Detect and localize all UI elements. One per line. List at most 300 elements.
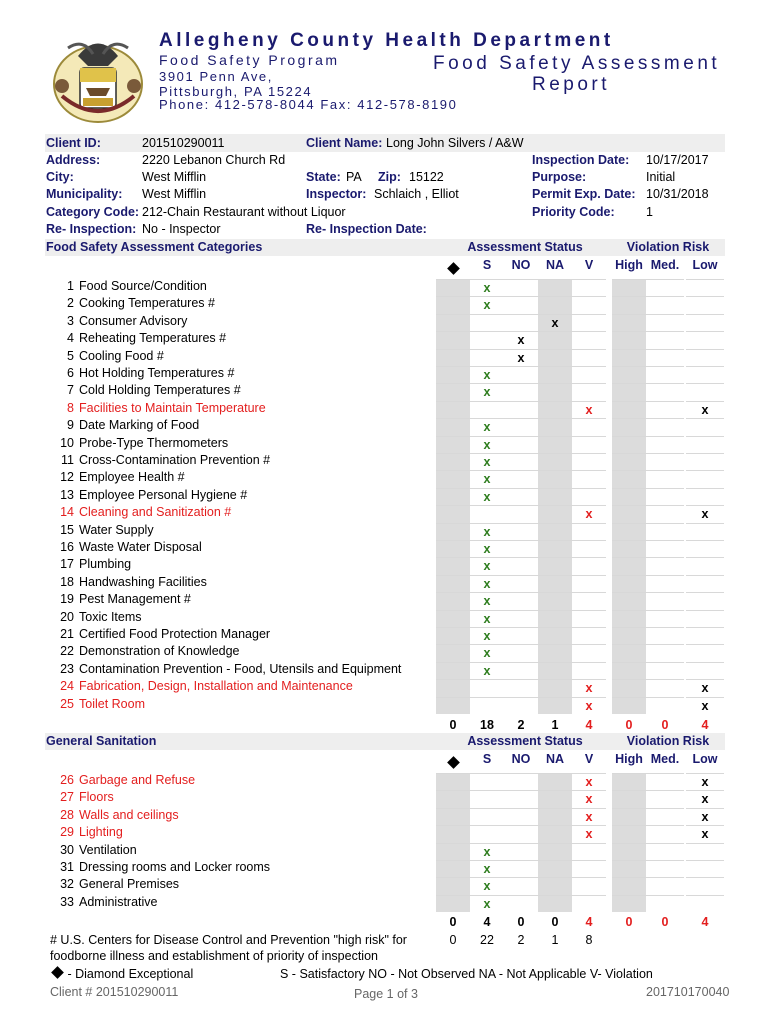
status-cell-low: [686, 592, 724, 609]
item-label: Employee Personal Hygiene #: [79, 487, 248, 502]
total-v: 4: [585, 718, 593, 732]
total-high: 0: [625, 915, 633, 929]
status-cell-d: [436, 644, 470, 661]
item-label: Garbage and Refuse: [79, 773, 196, 787]
status-cell-high: [612, 540, 646, 557]
status-cell-v: [572, 860, 606, 877]
zip-value: 15122: [409, 170, 444, 184]
status-cell-high: [612, 825, 646, 842]
status-cell-high: [612, 592, 646, 609]
status-cell-med: [646, 296, 684, 313]
grand-total-na: 1: [551, 933, 559, 947]
state-value: PA: [346, 170, 362, 184]
status-cell-s: x: [470, 418, 504, 435]
status-cell-low: [686, 488, 724, 505]
status-cell-na: [538, 296, 572, 313]
item-label: Dressing rooms and Locker rooms: [79, 860, 271, 874]
status-cell-high: [612, 296, 646, 313]
item-label: Certified Food Protection Manager: [79, 627, 271, 641]
status-cell-d: [436, 592, 470, 609]
status-cell-no: [504, 895, 538, 912]
client-name-label: Client Name:: [306, 136, 383, 150]
inspection-date-label: Inspection Date:: [532, 153, 630, 167]
status-cell-d: [436, 523, 470, 540]
report-title-line-2: Report: [532, 74, 611, 95]
status-cell-d: [436, 860, 470, 877]
item-label: Toxic Items: [79, 609, 142, 624]
status-cell-low: [686, 383, 724, 400]
status-cell-s: x: [470, 383, 504, 400]
status-cell-no: [504, 540, 538, 557]
program-title: Food Safety Program: [159, 52, 340, 68]
total-no: 0: [517, 915, 525, 929]
status-cell-s: x: [470, 662, 504, 679]
status-cell-d: [436, 825, 470, 842]
item-number: 6: [67, 366, 74, 380]
status-cell-no: [504, 697, 538, 714]
status-cell-v: [572, 279, 606, 296]
col-med-header: Med.: [650, 258, 680, 272]
item-number: 23: [60, 661, 74, 676]
item-number: 18: [60, 574, 74, 589]
status-cell-no: [504, 383, 538, 400]
status-cell-s: x: [470, 644, 504, 661]
item-label: Lighting: [79, 825, 123, 840]
status-cell-na: [538, 877, 572, 894]
item-label: Walls and ceilings: [79, 807, 179, 822]
status-cell-med: [646, 825, 684, 842]
status-cell-v: x: [572, 401, 606, 418]
status-cell-d: [436, 773, 470, 790]
total-low: 4: [701, 718, 709, 732]
status-cell-s: x: [470, 610, 504, 627]
county-seal-logo: [48, 26, 148, 126]
table-row: [0, 790, 770, 807]
table-row: [0, 383, 770, 400]
status-cell-med: [646, 860, 684, 877]
status-cell-na: [538, 418, 572, 435]
grand-total-s: 22: [480, 933, 494, 947]
status-cell-d: [436, 557, 470, 574]
status-cell-no: [504, 453, 538, 470]
status-cell-low: [686, 279, 724, 296]
status-cell-high: [612, 366, 646, 383]
table-row: [0, 773, 770, 790]
status-cell-low: [686, 349, 724, 366]
table-row: [0, 505, 770, 522]
status-cell-v: [572, 592, 606, 609]
status-cell-s: x: [470, 592, 504, 609]
status-cell-na: [538, 470, 572, 487]
item-number: 32: [60, 877, 74, 892]
item-label: Demonstration of Knowledge: [79, 644, 240, 659]
status-cell-v: [572, 418, 606, 435]
status-cell-med: [646, 610, 684, 627]
status-cell-v: x: [572, 697, 606, 714]
item-number: 25: [60, 696, 74, 711]
table-row: [0, 610, 770, 627]
status-cell-s: [470, 349, 504, 366]
item-number: 19: [60, 592, 74, 607]
status-cell-v: [572, 644, 606, 661]
item-number: 5: [67, 348, 74, 363]
status-cell-na: [538, 383, 572, 400]
item-number: 20: [60, 609, 74, 624]
status-cell-med: [646, 279, 684, 296]
status-cell-med: [646, 523, 684, 540]
item-number: 12: [60, 470, 74, 485]
status-cell-no: [504, 279, 538, 296]
reinspection-value: No - Inspector: [142, 222, 221, 236]
status-cell-s: [470, 697, 504, 714]
status-cell-d: [436, 436, 470, 453]
status-cell-med: [646, 679, 684, 696]
status-cell-d: [436, 895, 470, 912]
status-cell-d: [436, 349, 470, 366]
diamond-icon: [449, 260, 458, 278]
status-cell-low: x: [686, 679, 724, 696]
col-no-header: NO: [511, 258, 531, 272]
item-label: Administrative: [79, 894, 158, 909]
status-cell-na: [538, 697, 572, 714]
status-cell-v: [572, 470, 606, 487]
permit-exp-label: Permit Exp. Date:: [532, 187, 636, 201]
status-cell-s: [470, 679, 504, 696]
table-row: [0, 592, 770, 609]
status-cell-low: [686, 453, 724, 470]
status-cell-med: [646, 418, 684, 435]
item-label: Consumer Advisory: [79, 313, 188, 328]
status-cell-high: [612, 418, 646, 435]
total-v: 4: [585, 915, 593, 929]
status-cell-no: [504, 790, 538, 807]
state-label: State:: [306, 170, 341, 184]
status-cell-s: [470, 825, 504, 842]
status-cell-v: [572, 314, 606, 331]
status-cell-v: [572, 662, 606, 679]
assessment-status-header: Assessment Status: [467, 240, 583, 254]
status-cell-d: [436, 314, 470, 331]
status-cell-high: [612, 523, 646, 540]
status-cell-na: [538, 488, 572, 505]
status-cell-d: [436, 877, 470, 894]
item-label: Waste Water Disposal: [79, 540, 202, 554]
status-cell-v: [572, 575, 606, 592]
status-cell-d: [436, 627, 470, 644]
table-row: [0, 488, 770, 505]
status-cell-s: x: [470, 557, 504, 574]
total-s: 18: [480, 718, 494, 732]
item-number: 26: [60, 773, 74, 787]
item-label: Pest Management #: [79, 592, 191, 607]
section1-table: [0, 279, 770, 719]
diamond-icon: [51, 966, 64, 979]
status-cell-no: [504, 592, 538, 609]
status-cell-s: x: [470, 575, 504, 592]
status-cell-s: x: [470, 453, 504, 470]
item-number: 29: [60, 825, 74, 840]
item-label: Cold Holding Temperatures #: [79, 383, 241, 398]
col-na-header-2: NA: [545, 752, 565, 766]
status-cell-na: [538, 644, 572, 661]
total-med: 0: [661, 915, 669, 929]
status-cell-s: [470, 790, 504, 807]
zip-label: Zip:: [378, 170, 401, 184]
status-cell-v: [572, 843, 606, 860]
status-cell-high: [612, 557, 646, 574]
status-cell-no: [504, 470, 538, 487]
status-cell-no: [504, 575, 538, 592]
status-cell-d: [436, 505, 470, 522]
item-number: 7: [67, 383, 74, 398]
status-cell-low: [686, 470, 724, 487]
status-cell-d: [436, 401, 470, 418]
status-cell-d: [436, 697, 470, 714]
status-cell-d: [436, 575, 470, 592]
status-cell-na: [538, 610, 572, 627]
status-cell-no: [504, 436, 538, 453]
grand-total-v: 8: [585, 933, 593, 947]
status-cell-med: [646, 349, 684, 366]
table-row: [0, 401, 770, 418]
status-cell-high: [612, 610, 646, 627]
status-cell-low: [686, 627, 724, 644]
status-cell-v: x: [572, 790, 606, 807]
table-row: [0, 296, 770, 313]
status-cell-no: [504, 877, 538, 894]
status-cell-high: [612, 331, 646, 348]
status-cell-med: [646, 488, 684, 505]
col-na-header: NA: [545, 258, 565, 272]
status-cell-no: [504, 627, 538, 644]
table-row: [0, 825, 770, 842]
page-number: Page 1 of 3: [354, 987, 418, 1001]
status-cell-no: [504, 296, 538, 313]
status-cell-high: [612, 349, 646, 366]
status-cell-med: [646, 627, 684, 644]
col-s-header: S: [482, 258, 492, 272]
status-cell-no: [504, 488, 538, 505]
status-cell-high: [612, 877, 646, 894]
status-cell-na: [538, 627, 572, 644]
status-cell-na: [538, 349, 572, 366]
item-number: 22: [60, 644, 74, 659]
status-cell-na: [538, 592, 572, 609]
item-number: 14: [60, 505, 74, 520]
status-cell-d: [436, 790, 470, 807]
status-cell-d: [436, 843, 470, 860]
status-cell-v: x: [572, 679, 606, 696]
status-cell-na: [538, 825, 572, 842]
table-row: [0, 697, 770, 714]
status-cell-v: x: [572, 808, 606, 825]
status-legend: S - Satisfactory NO - Not Observed NA - Not Applicable V- Violation: [280, 967, 653, 981]
status-cell-na: [538, 331, 572, 348]
status-cell-low: [686, 895, 724, 912]
col-v-header: V: [584, 258, 594, 272]
status-cell-med: [646, 314, 684, 331]
inspector-label: Inspector:: [306, 187, 367, 201]
status-cell-s: x: [470, 627, 504, 644]
item-label: Plumbing: [79, 557, 132, 572]
status-cell-na: [538, 523, 572, 540]
status-cell-s: [470, 505, 504, 522]
item-number: 27: [60, 790, 74, 805]
status-cell-high: [612, 401, 646, 418]
item-number: 3: [67, 313, 74, 328]
col-high-header: High: [615, 258, 643, 272]
status-cell-high: [612, 453, 646, 470]
status-cell-low: [686, 860, 724, 877]
status-cell-high: [612, 644, 646, 661]
item-label: Cleaning and Sanitization #: [79, 505, 232, 520]
status-cell-no: [504, 644, 538, 661]
status-cell-no: [504, 401, 538, 418]
item-number: 33: [60, 894, 74, 909]
status-cell-no: [504, 773, 538, 790]
status-cell-s: x: [470, 540, 504, 557]
municipality-value: West Mifflin: [142, 187, 207, 201]
table-row: [0, 679, 770, 696]
item-label: Date Marking of Food: [79, 418, 200, 433]
status-cell-low: [686, 877, 724, 894]
status-cell-v: [572, 610, 606, 627]
violation-risk-header: Violation Risk: [626, 240, 710, 254]
status-cell-d: [436, 470, 470, 487]
status-cell-no: [504, 418, 538, 435]
status-cell-med: [646, 540, 684, 557]
item-label: Probe-Type Thermometers: [79, 435, 229, 450]
grand-total-diamond: 0: [449, 933, 457, 947]
item-label: Cooling Food #: [79, 348, 164, 363]
item-label: Facilities to Maintain Temperature: [79, 400, 266, 415]
status-cell-med: [646, 843, 684, 860]
item-label: Water Supply: [79, 522, 154, 537]
status-cell-s: [470, 401, 504, 418]
status-cell-s: x: [470, 436, 504, 453]
status-cell-low: [686, 331, 724, 348]
client-id: 201510290011: [142, 136, 225, 150]
section2-title: General Sanitation: [46, 734, 157, 748]
status-cell-v: [572, 895, 606, 912]
address-line-2: Pittsburgh, PA 15224: [159, 84, 313, 99]
status-cell-high: [612, 773, 646, 790]
item-label: Handwashing Facilities: [79, 574, 207, 589]
status-cell-low: x: [686, 808, 724, 825]
item-number: 31: [60, 860, 74, 874]
status-cell-na: [538, 436, 572, 453]
item-number: 10: [60, 435, 74, 450]
item-number: 13: [60, 487, 74, 502]
table-row: [0, 662, 770, 679]
status-cell-v: [572, 436, 606, 453]
status-cell-no: [504, 662, 538, 679]
section2-table: [0, 773, 770, 913]
item-label: Fabrication, Design, Installation and Maintenance: [79, 679, 353, 694]
table-row: [0, 436, 770, 453]
status-cell-high: [612, 662, 646, 679]
table-row: [0, 331, 770, 348]
status-cell-s: x: [470, 860, 504, 877]
status-cell-s: x: [470, 296, 504, 313]
col-low-header-2: Low: [692, 752, 718, 766]
status-cell-v: x: [572, 505, 606, 522]
status-cell-med: [646, 401, 684, 418]
status-cell-no: [504, 825, 538, 842]
status-cell-s: [470, 314, 504, 331]
col-v-header-2: V: [584, 752, 594, 766]
total-na: 0: [551, 915, 559, 929]
status-cell-low: [686, 366, 724, 383]
grand-total-no: 2: [517, 933, 525, 947]
status-cell-high: [612, 470, 646, 487]
status-cell-med: [646, 895, 684, 912]
section1-title: Food Safety Assessment Categories: [46, 240, 263, 254]
status-cell-s: [470, 331, 504, 348]
status-cell-s: x: [470, 523, 504, 540]
item-label: Toilet Room: [79, 696, 145, 711]
status-cell-high: [612, 697, 646, 714]
table-row: [0, 453, 770, 470]
status-cell-v: [572, 331, 606, 348]
status-cell-na: [538, 540, 572, 557]
status-cell-no: [504, 505, 538, 522]
status-cell-low: x: [686, 505, 724, 522]
client-name: Long John Silvers / A&W: [386, 136, 524, 150]
status-cell-low: [686, 296, 724, 313]
status-cell-s: x: [470, 470, 504, 487]
status-cell-v: [572, 627, 606, 644]
item-label: Hot Holding Temperatures #: [79, 366, 235, 380]
status-cell-med: [646, 575, 684, 592]
footer-client-number: Client # 201510290011: [50, 985, 179, 999]
total-high: 0: [625, 718, 633, 732]
cdc-note-line-1: # U.S. Centers for Disease Control and Prevention "high risk" for: [50, 933, 407, 947]
item-number: 2: [67, 296, 74, 311]
status-cell-med: [646, 383, 684, 400]
status-cell-med: [646, 808, 684, 825]
status-cell-na: [538, 453, 572, 470]
item-number: 24: [60, 679, 74, 694]
violation-risk-header-2: Violation Risk: [626, 734, 710, 748]
item-label: Floors: [79, 790, 114, 805]
table-row: [0, 644, 770, 661]
status-cell-high: [612, 895, 646, 912]
status-cell-no: x: [504, 349, 538, 366]
status-cell-low: x: [686, 790, 724, 807]
status-cell-d: [436, 331, 470, 348]
status-cell-v: [572, 557, 606, 574]
status-cell-med: [646, 592, 684, 609]
status-cell-high: [612, 488, 646, 505]
total-med: 0: [661, 718, 669, 732]
phone-fax: Phone: 412-578-8044 Fax: 412-578-8190: [159, 97, 458, 112]
item-number: 21: [60, 627, 74, 641]
status-cell-med: [646, 662, 684, 679]
status-cell-v: [572, 366, 606, 383]
status-cell-s: x: [470, 877, 504, 894]
item-label: Reheating Temperatures #: [79, 331, 227, 346]
status-cell-d: [436, 662, 470, 679]
status-cell-low: [686, 644, 724, 661]
status-cell-low: [686, 610, 724, 627]
status-cell-med: [646, 790, 684, 807]
status-cell-s: x: [470, 488, 504, 505]
status-cell-high: [612, 575, 646, 592]
item-label: Employee Health #: [79, 470, 185, 485]
status-cell-no: [504, 523, 538, 540]
status-cell-d: [436, 488, 470, 505]
